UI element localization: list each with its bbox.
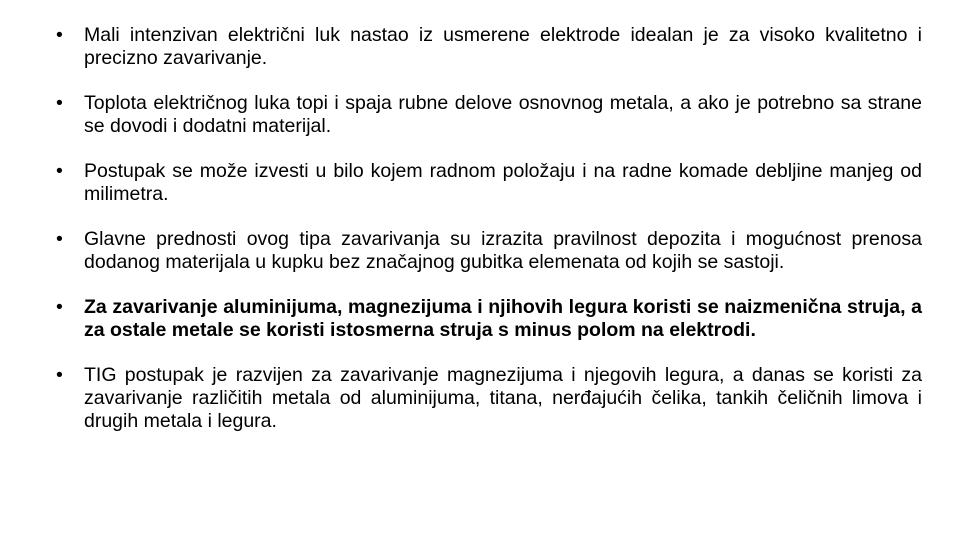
- bullet-item: [56, 24, 922, 70]
- bullet-dot: •: [56, 92, 63, 114]
- bullet-dot: •: [56, 24, 63, 46]
- bullet-dot: •: [56, 160, 63, 182]
- bullet-item: [56, 160, 922, 206]
- bullet-item-bold: [56, 296, 922, 342]
- bullet-text: Glavne prednosti ovog tipa zavarivanja su izrazita pravilnost depozita i mogućnost prenosa dodanog materijala u kupku bez značajnog gubitka elemenata od kojih se sastoji.: [84, 228, 922, 273]
- bullet-text: Postupak se može izvesti u bilo kojem radnom položaju i na radne komade debljine manjeg od milimetra.: [84, 160, 922, 205]
- bullet-text: TIG postupak je razvijen za zavarivanje magnezijuma i njegovih legura, a danas se koristi za zavarivanje različitih metala od aluminijuma, titana, nerđajućih čelika, tankih čeličnih limova i drugih metala i legura.: [84, 364, 922, 432]
- bullet-dot: •: [56, 228, 63, 250]
- bullet-dot: •: [56, 296, 63, 318]
- bullet-text: Mali intenzivan električni luk nastao iz usmerene elektrode idealan je za visoko kvalitetno i precizno zavarivanje.: [84, 24, 922, 69]
- bullet-text: Za zavarivanje aluminijuma, magnezijuma i njihovih legura koristi se naizmenična struja, a za ostale metale se koristi istosmerna struja s minus polom na elektrodi.: [84, 296, 922, 341]
- bullet-text: Toplota električnog luka topi i spaja rubne delove osnovnog metala, a ako je potrebno sa strane se dovodi i dodatni materijal.: [84, 92, 922, 137]
- bullet-dot: •: [56, 364, 63, 386]
- bullet-item: [56, 92, 922, 138]
- bullet-list: [56, 24, 922, 455]
- bullet-item: [56, 364, 922, 433]
- bullet-item: [56, 228, 922, 274]
